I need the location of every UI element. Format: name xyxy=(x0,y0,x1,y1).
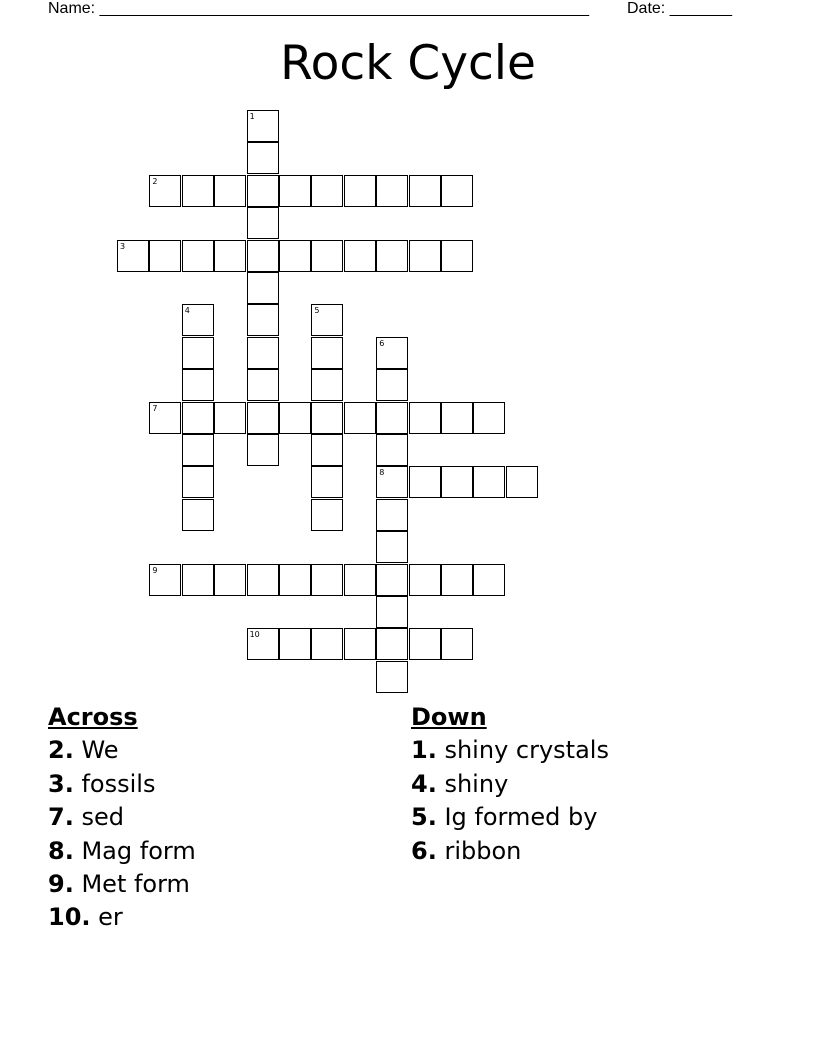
clue-number: 6. xyxy=(411,836,437,865)
crossword-cell[interactable] xyxy=(247,207,279,239)
down-clue-5 xyxy=(411,801,609,834)
crossword-cell[interactable] xyxy=(376,240,408,272)
crossword-cell[interactable] xyxy=(247,142,279,174)
crossword-cell[interactable] xyxy=(182,564,214,596)
crossword-cell[interactable] xyxy=(279,402,311,434)
across-clue-3 xyxy=(48,768,196,801)
crossword-cell[interactable] xyxy=(311,402,343,434)
clue-text: fossils xyxy=(81,769,156,798)
across-clue-2 xyxy=(48,734,196,767)
crossword-cell[interactable] xyxy=(182,175,214,207)
down-clue-1 xyxy=(411,734,609,767)
crossword-cell[interactable] xyxy=(247,402,279,434)
crossword-cell[interactable] xyxy=(409,240,441,272)
crossword-cell[interactable] xyxy=(311,564,343,596)
page-title: Rock Cycle xyxy=(280,36,536,91)
cell-number: 2 xyxy=(152,176,158,186)
crossword-cell[interactable] xyxy=(182,499,214,531)
clue-text: sed xyxy=(81,803,124,832)
crossword-cell[interactable] xyxy=(376,661,408,693)
crossword-cell[interactable] xyxy=(214,240,246,272)
crossword-cell[interactable] xyxy=(376,175,408,207)
name-line: Name: _______________________________________________________ xyxy=(48,0,589,17)
clue-number: 1. xyxy=(411,736,437,765)
crossword-cell[interactable] xyxy=(344,564,376,596)
crossword-cell[interactable] xyxy=(247,564,279,596)
cell-number: 3 xyxy=(120,241,126,251)
crossword-cell[interactable] xyxy=(311,434,343,466)
crossword-cell[interactable] xyxy=(214,402,246,434)
crossword-cell[interactable] xyxy=(247,240,279,272)
cell-number: 5 xyxy=(314,306,320,316)
crossword-cell[interactable] xyxy=(214,564,246,596)
crossword-cell[interactable] xyxy=(182,466,214,498)
crossword-cell[interactable] xyxy=(441,240,473,272)
cell-number: 4 xyxy=(184,306,190,316)
crossword-cell[interactable] xyxy=(311,628,343,660)
crossword-cell[interactable] xyxy=(247,628,279,660)
crossword-cell[interactable] xyxy=(409,175,441,207)
clue-text: We xyxy=(81,736,119,765)
crossword-cell[interactable] xyxy=(409,466,441,498)
crossword-cell[interactable] xyxy=(311,499,343,531)
crossword-cell[interactable] xyxy=(279,175,311,207)
cell-number: 8 xyxy=(379,468,385,478)
date-line: Date: _______ xyxy=(627,0,732,17)
crossword-cell[interactable] xyxy=(247,304,279,336)
across-clue-10 xyxy=(48,901,196,934)
down-clue-4 xyxy=(411,768,609,801)
crossword-cell[interactable] xyxy=(247,175,279,207)
crossword-cell[interactable] xyxy=(344,628,376,660)
clue-text: Met form xyxy=(81,870,190,899)
crossword-cell[interactable] xyxy=(279,564,311,596)
crossword-cell[interactable] xyxy=(506,466,538,498)
crossword-cell[interactable] xyxy=(311,304,343,336)
crossword-cell[interactable] xyxy=(376,531,408,563)
crossword-cell[interactable] xyxy=(473,564,505,596)
down-clue-6 xyxy=(411,835,609,868)
clue-text: Mag form xyxy=(81,836,196,865)
crossword-cell[interactable] xyxy=(441,564,473,596)
clue-text: Ig formed by xyxy=(444,803,598,832)
crossword-cell[interactable] xyxy=(344,175,376,207)
across-clue-9 xyxy=(48,868,196,901)
crossword-cell[interactable] xyxy=(311,369,343,401)
clue-number: 3. xyxy=(48,769,74,798)
crossword-cell[interactable] xyxy=(311,175,343,207)
clue-number: 2. xyxy=(48,736,74,765)
crossword-cell[interactable] xyxy=(149,240,181,272)
crossword-cell[interactable] xyxy=(473,402,505,434)
crossword-cell[interactable] xyxy=(182,369,214,401)
clue-number: 5. xyxy=(411,803,437,832)
crossword-cell[interactable] xyxy=(247,434,279,466)
clue-text: er xyxy=(98,903,123,932)
crossword-cell[interactable] xyxy=(441,628,473,660)
crossword-cell[interactable] xyxy=(182,304,214,336)
crossword-cell[interactable] xyxy=(376,596,408,628)
crossword-cell[interactable] xyxy=(376,369,408,401)
clue-text: ribbon xyxy=(444,836,522,865)
crossword-cell[interactable] xyxy=(376,564,408,596)
crossword-cell[interactable] xyxy=(311,337,343,369)
crossword-cell[interactable] xyxy=(149,175,181,207)
crossword-cell[interactable] xyxy=(473,466,505,498)
clue-number: 4. xyxy=(411,769,437,798)
crossword-cell[interactable] xyxy=(117,240,149,272)
crossword-cell[interactable] xyxy=(182,337,214,369)
crossword-cell[interactable] xyxy=(247,272,279,304)
crossword-cell[interactable] xyxy=(311,240,343,272)
crossword-cell[interactable] xyxy=(311,466,343,498)
crossword-cell[interactable] xyxy=(409,402,441,434)
crossword-cell[interactable] xyxy=(182,240,214,272)
crossword-cell[interactable] xyxy=(149,402,181,434)
crossword-cell[interactable] xyxy=(376,628,408,660)
crossword-cell[interactable] xyxy=(149,564,181,596)
clue-number: 10. xyxy=(48,903,91,932)
clue-text: shiny xyxy=(444,769,509,798)
crossword-cell[interactable] xyxy=(409,564,441,596)
across-heading: Across xyxy=(48,703,138,731)
crossword-cell[interactable] xyxy=(376,434,408,466)
clue-number: 8. xyxy=(48,836,74,865)
clue-number: 7. xyxy=(48,803,74,832)
crossword-cell[interactable] xyxy=(214,175,246,207)
crossword-cell[interactable] xyxy=(376,402,408,434)
crossword-cell[interactable] xyxy=(182,402,214,434)
crossword-cell[interactable] xyxy=(441,466,473,498)
crossword-cell[interactable] xyxy=(182,434,214,466)
clue-text: shiny crystals xyxy=(444,736,609,765)
crossword-cell[interactable] xyxy=(376,466,408,498)
across-clues xyxy=(48,701,196,935)
down-clues xyxy=(411,701,609,868)
crossword-cell[interactable] xyxy=(376,499,408,531)
across-clue-8 xyxy=(48,835,196,868)
cell-number: 6 xyxy=(379,338,385,348)
crossword-cell[interactable] xyxy=(441,402,473,434)
cell-number: 7 xyxy=(152,403,158,413)
crossword-cell[interactable] xyxy=(344,240,376,272)
across-clue-7 xyxy=(48,801,196,834)
crossword-cell[interactable] xyxy=(409,628,441,660)
crossword-cell[interactable] xyxy=(247,369,279,401)
crossword-cell[interactable] xyxy=(279,240,311,272)
crossword-cell[interactable] xyxy=(279,628,311,660)
down-heading: Down xyxy=(411,703,487,731)
cell-number: 10 xyxy=(249,630,260,640)
crossword-cell[interactable] xyxy=(441,175,473,207)
cell-number: 1 xyxy=(249,112,255,121)
clue-number: 9. xyxy=(48,870,74,899)
crossword-cell[interactable] xyxy=(247,337,279,369)
crossword-cell[interactable] xyxy=(344,402,376,434)
cell-number: 9 xyxy=(152,565,158,575)
crossword-cell[interactable] xyxy=(247,110,279,142)
crossword-cell[interactable] xyxy=(376,337,408,369)
